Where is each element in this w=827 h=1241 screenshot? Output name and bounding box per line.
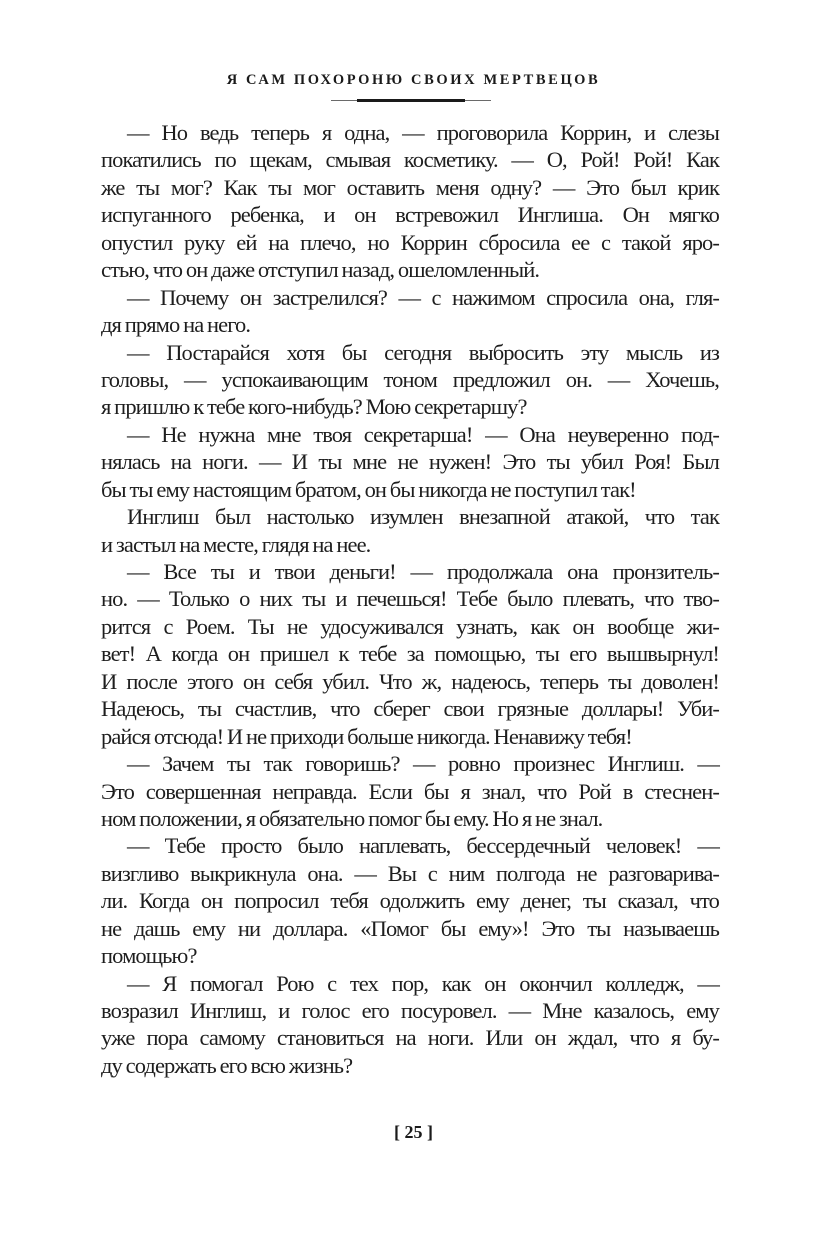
text-line: головы, — успокаивающим тоном предложил он. — Хочешь, bbox=[101, 366, 719, 392]
text-line: ном положении, я обязательно помог бы ему. Но я не знал. bbox=[101, 805, 603, 831]
text-line: — Зачем ты так говоришь? — ровно произнес Инглиш. — bbox=[127, 751, 719, 777]
text-line: — Не нужна мне твоя секретарша! — Она неуверенно под- bbox=[127, 421, 719, 447]
text-line: помощью? bbox=[101, 943, 197, 969]
text-line: дя прямо на него. bbox=[101, 312, 251, 338]
text-line: — Постарайся хотя бы сегодня выбросить эту мысль из bbox=[127, 339, 719, 365]
text-line: — Все ты и твои деньги! — продолжала она пронзитель- bbox=[127, 559, 719, 584]
text-line: опустил руку ей на плечо, но Коррин сбросила ее с такой яро- bbox=[101, 229, 719, 255]
text-line: ду содержать его всю жизнь? bbox=[101, 1052, 353, 1078]
text-line: возразил Инглиш, и голос его посуровел. — Мне казалось, ему bbox=[101, 998, 719, 1023]
header-rule-accent bbox=[357, 99, 465, 102]
text-line: нялась на ноги. — И ты мне не нужен! Это ты убил Роя! Был bbox=[101, 449, 719, 475]
text-line: — Почему он застрелился? — с нажимом спросила она, гля- bbox=[127, 284, 719, 310]
page-number: [ 25 ] bbox=[394, 1122, 433, 1142]
text-line: — Я помогал Рою с тех пор, как он окончил колледж, — bbox=[127, 970, 719, 996]
text-line: Инглиш был настолько изумлен внезапной атакой, что так bbox=[127, 504, 719, 530]
running-head: Я САМ ПОХОРОНЮ СВОИХ МЕРТВЕЦОВ bbox=[226, 72, 601, 88]
text-line: но. — Только о них ты и печешься! Тебе было плевать, что тво- bbox=[101, 586, 719, 612]
text-line: — Тебе просто было наплевать, бессердечный человек! — bbox=[127, 833, 719, 859]
text-line: Это совершенная неправда. Если бы я знал, что Рой в стеснен- bbox=[101, 778, 719, 804]
text-line: вет! А когда он пришел к тебе за помощью, ты его вышвырнул! bbox=[101, 641, 719, 667]
text-line: райся отсюда! И не приходи больше никогда. Ненавижу тебя! bbox=[101, 723, 632, 749]
text-line: и застыл на месте, глядя на нее. bbox=[101, 531, 371, 557]
text-line: ли. Когда он попросил тебя одолжить ему денег, ты сказал, что bbox=[101, 888, 719, 914]
body-text bbox=[101, 119, 719, 1079]
text-line: стью, что он даже отступил назад, ошеломленный. bbox=[101, 257, 540, 283]
text-line: визгливо выкрикнула она. — Вы с ним полгода не разговарива- bbox=[101, 860, 719, 886]
text-line: покатились по щекам, смывая косметику. — О, Рой! Рой! Как bbox=[101, 147, 719, 173]
text-line: бы ты ему настоящим братом, он бы никогда не поступил так! bbox=[101, 476, 636, 502]
text-line: — Но ведь теперь я одна, — проговорила Коррин, и слезы bbox=[127, 120, 719, 145]
text-line: испуганного ребенка, и он встревожил Инглиша. Он мягко bbox=[101, 202, 719, 228]
text-line: И после этого он себя убил. Что ж, надеюсь, теперь ты доволен! bbox=[101, 668, 719, 694]
text-line: Надеюсь, ты счастлив, что сберег свои грязные доллары! Уби- bbox=[101, 696, 719, 722]
text-line: уже пора самому становиться на ноги. Или он ждал, что я бу- bbox=[101, 1025, 719, 1051]
text-line: не дашь ему ни доллара. «Помог бы ему»! Это ты называешь bbox=[101, 915, 719, 941]
text-line: я пришлю к тебе кого-нибудь? Мою секретаршу? bbox=[101, 394, 527, 420]
text-line: же ты мог? Как ты мог оставить меня одну? — Это был крик bbox=[101, 174, 719, 200]
text-line: рится с Роем. Ты не удосуживался узнать, как он вообще жи- bbox=[101, 613, 719, 639]
